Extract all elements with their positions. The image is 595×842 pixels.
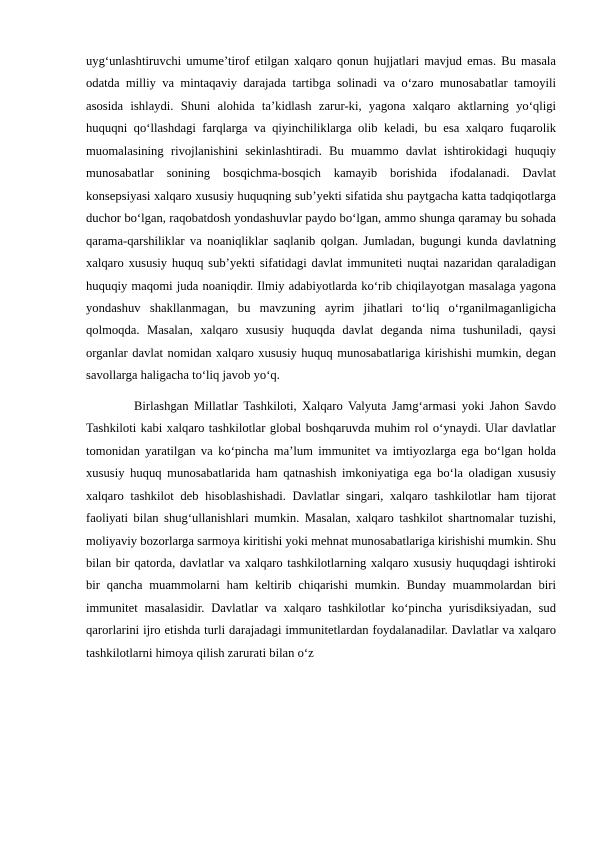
paragraph-1: uyg‘unlashtiruvchi umume’tirof etilgan xalqaro qonun hujjatlari mavjud emas. Bu masala odatda milliy va mintaqaviy darajada tartibga solinadi va o‘zaro munosabatlar tamoyili asosida ishlaydi. Shuni alohida ta’kidlash zarur-ki, yagona xalqaro aktlarning yo‘qligi huquqni qo‘llashdagi farqlarga va qiyinchiliklarga olib keladi, bu esa xalqaro fuqarolik muomalasining rivojlanishini sekinlashtiradi. Bu muammo davlat ishtirokidagi huquqiy munosabatlar sonining bosqichma-bosqich kamayib borishida ifodalanadi. Davlat konsepsiyasi xalqaro xususiy huquqning sub’yekti sifatida shu paytgacha katta tadqiqotlarga duchor bo‘lgan, raqobatdosh yondashuvlar paydo bo‘lgan, ammo shunga qaramay bu sohada qarama-qarshiliklar va noaniqliklar saqlanib qolgan. Jumladan, bugungi kunda davlatning xalqaro xususiy huquq sub’yekti sifatidagi davlat immuniteti nuqtai nazaridan qaraladigan huquqiy maqomi juda noaniqdir. Ilmiy adabiyotlarda ko‘rib chiqilayotgan masalaga yagona yondashuv shakllanmagan, bu mavzuning ayrim jihatlari to‘liq o‘rganilmaganligicha qolmoqda. Masalan, xalqaro xususiy huquqda davlat deganda nima tushuniladi, qaysi organlar davlat nomidan xalqaro xususiy huquq munosabatlariga kirishishi mumkin, degan savollarga haligacha to‘liq javob yo‘q. bbox=[86, 54, 556, 383]
document-body bbox=[86, 50, 556, 664]
paragraph-2: Birlashgan Millatlar Tashkiloti, Xalqaro Valyuta Jamg‘armasi yoki Jahon Savdo Tashkiloti kabi xalqaro tashkilotlar global boshqaruvda muhim rol o‘ynaydi. Ular davlatlar tomonidan yaratilgan va ko‘pincha ma’lum immunitet va imtiyozlarga ega bo‘lgan holda xususiy huquq munosabatlarida ham qatnashish imkoniyatiga ega bo‘la oladigan xususiy xalqaro tashkilot deb hisoblashishadi. Davlatlar singari, xalqaro tashkilotlar ham tijorat faoliyati bilan shug‘ullanishlari mumkin. Masalan, xalqaro tashkilot shartnomalar tuzishi, moliyaviy bozorlarga sarmoya kiritishi yoki mehnat munosabatlariga kirishishi mumkin. Shu bilan bir qatorda, davlatlar va xalqaro tashkilotlarning xalqaro xususiy huquqdagi ishtiroki bir qancha muammolarni ham keltirib chiqarishi mumkin. Bunday muammolardan biri immunitet masalasidir. Davlatlar va xalqaro tashkilotlar ko‘pincha yurisdiksiyadan, sud qarorlarini ijro etishda turli darajadagi immunitetlardan foydalanadilar. Davlatlar va xalqaro tashkilotlarni himoya qilish zarurati bilan o‘z bbox=[86, 398, 556, 660]
